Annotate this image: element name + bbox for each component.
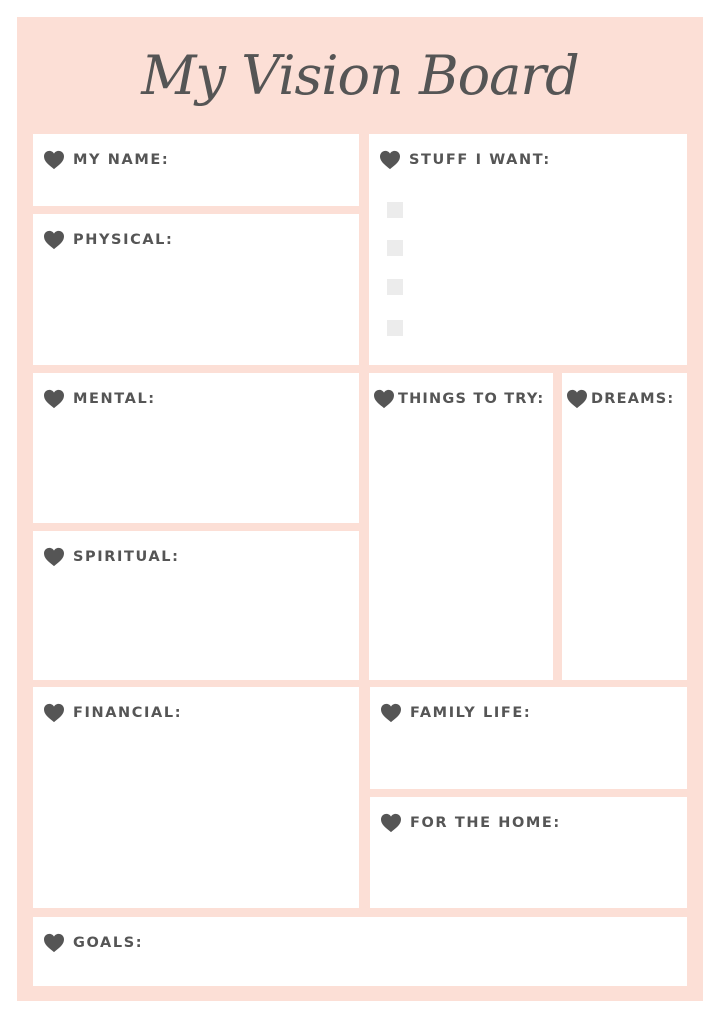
section-things-to-try [369, 373, 553, 680]
section-label: FINANCIAL: [73, 705, 183, 721]
section-dreams [562, 373, 687, 680]
section-label: DREAMS: [591, 391, 675, 407]
section-label: PHYSICAL: [73, 232, 174, 248]
section-goals [33, 917, 687, 986]
section-label: GOALS: [73, 935, 144, 951]
section-label: FAMILY LIFE: [410, 705, 532, 721]
section-label: SPIRITUAL: [73, 549, 180, 565]
section-spiritual [33, 531, 359, 680]
heart-icon [43, 150, 65, 170]
heart-icon [43, 389, 65, 409]
checkbox[interactable] [387, 279, 403, 295]
section-my-name [33, 134, 359, 206]
section-for-the-home [370, 797, 687, 908]
section-label: STUFF I WANT: [409, 152, 551, 168]
page-title: My Vision Board [141, 44, 579, 107]
vision-board [17, 17, 703, 1001]
section-mental [33, 373, 359, 523]
heart-icon [43, 933, 65, 953]
checkbox[interactable] [387, 320, 403, 336]
heart-icon [380, 703, 402, 723]
section-label: FOR THE HOME: [410, 815, 561, 831]
heart-icon [379, 150, 401, 170]
heart-icon [43, 547, 65, 567]
section-financial [33, 687, 359, 908]
heart-icon [43, 703, 65, 723]
section-physical [33, 214, 359, 365]
section-stuff-i-want [369, 134, 687, 365]
section-label: THINGS TO TRY: [398, 391, 545, 407]
section-label: MENTAL: [73, 391, 156, 407]
heart-icon [43, 230, 65, 250]
checkbox[interactable] [387, 202, 403, 218]
checkbox[interactable] [387, 240, 403, 256]
section-label: MY NAME: [73, 152, 170, 168]
heart-icon [566, 389, 588, 409]
heart-icon [380, 813, 402, 833]
section-family-life [370, 687, 687, 789]
heart-icon [373, 389, 395, 409]
